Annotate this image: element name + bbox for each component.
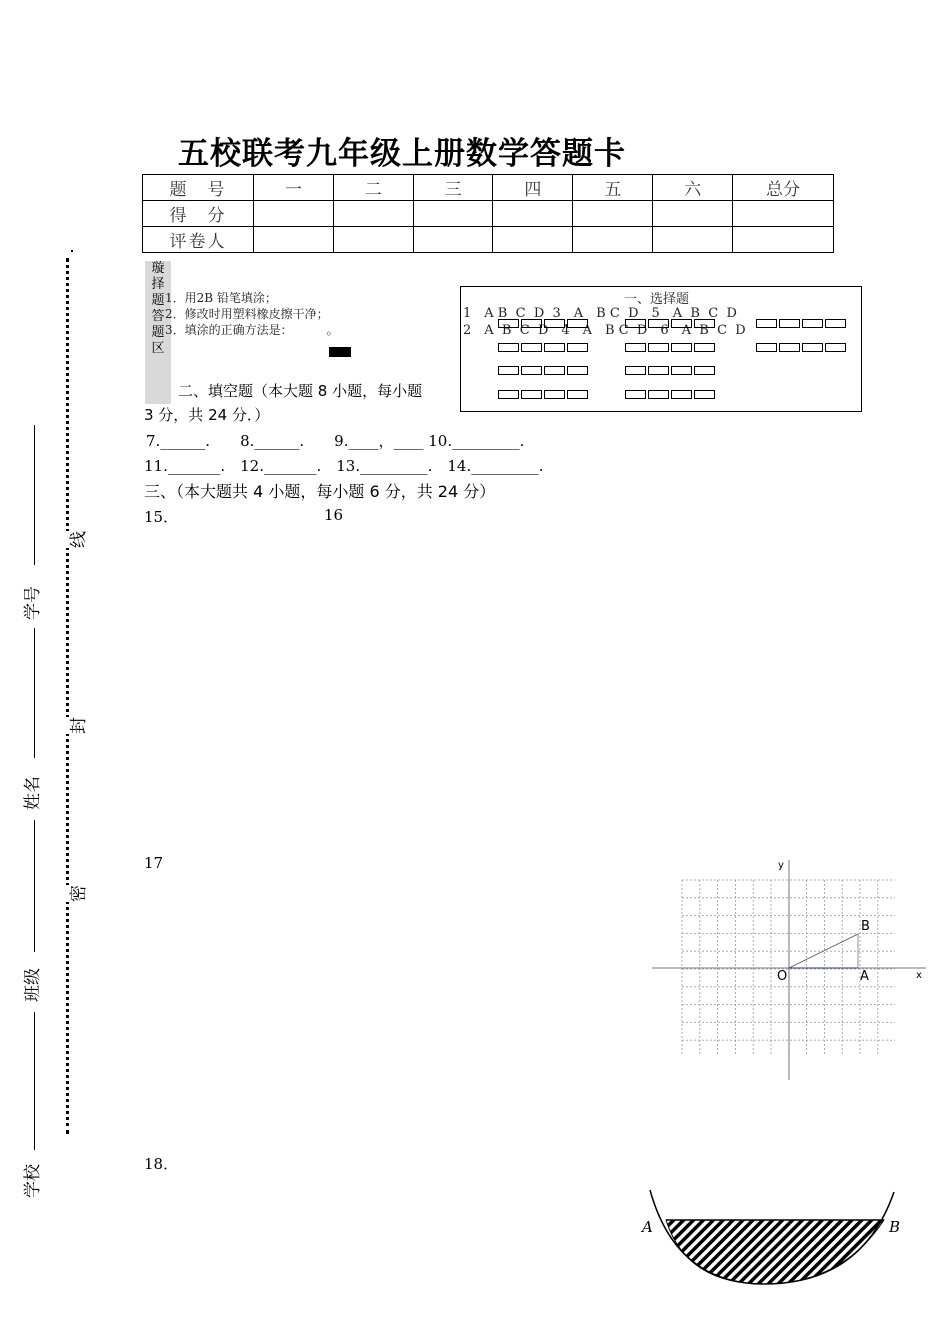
fill-answers-line1[interactable]: 7.______. 8.______. 9.____，____ 10._________. <box>146 432 525 450</box>
tab-char: 区 <box>151 341 165 356</box>
score-input-cell[interactable] <box>653 201 733 227</box>
binding-dotted-line <box>66 258 69 1134</box>
student-no-line <box>34 425 35 565</box>
answer-bubble[interactable] <box>521 366 542 375</box>
answer-bubble[interactable] <box>521 343 542 352</box>
answer-bubble[interactable] <box>648 390 669 399</box>
answer-bubble[interactable] <box>648 343 669 352</box>
score-header-cell: 一 <box>254 175 334 201</box>
answer-bubble[interactable] <box>671 319 692 328</box>
grader-input-cell[interactable] <box>254 227 334 253</box>
tab-char: 题 <box>151 325 165 340</box>
school-line <box>34 1012 35 1150</box>
answer-bubble[interactable] <box>521 390 542 399</box>
score-table <box>142 174 834 253</box>
answer-bubble[interactable] <box>625 390 646 399</box>
answer-bubble[interactable] <box>498 319 519 328</box>
answer-bubble[interactable] <box>498 390 519 399</box>
score-header-cell: 四 <box>493 175 573 201</box>
answer-bubble[interactable] <box>756 319 777 328</box>
answer-bubble[interactable] <box>498 343 519 352</box>
answer-bubble[interactable] <box>825 319 846 328</box>
filled-bubble-example <box>329 347 351 357</box>
question-16-label: 16 <box>324 506 344 524</box>
answer-bubble[interactable] <box>779 343 800 352</box>
answer-bubble[interactable] <box>648 319 669 328</box>
fill-section-heading: 二、填空题（本大题 8 小题，每小题 <box>178 382 423 400</box>
choice-instructions <box>165 290 339 338</box>
answer-bubble[interactable] <box>694 390 715 399</box>
instruction-line: 1．用2B 铅笔填涂； <box>165 291 277 305</box>
answer-bubble[interactable] <box>567 343 588 352</box>
seal-label-xian: 线 <box>62 531 91 548</box>
arc-label-b: B <box>889 1218 901 1236</box>
grader-input-cell[interactable] <box>333 227 413 253</box>
answer-bubble[interactable] <box>671 366 692 375</box>
tab-char: 答 <box>151 309 165 324</box>
seal-label-feng: 封 <box>62 717 91 734</box>
section3-heading: 三、（本大题共 4 小题，每小题 6 分，共 24 分） <box>144 482 496 501</box>
answer-bubble[interactable] <box>694 319 715 328</box>
answer-bubble[interactable] <box>802 319 823 328</box>
choice-row2-labels: 2 A B C D 4 A B C D 6 A B C D <box>463 323 746 338</box>
grader-input-cell[interactable] <box>733 227 834 253</box>
answer-bubble[interactable] <box>648 366 669 375</box>
instruction-line: 2．修改时用塑料橡皮擦干净； <box>165 307 329 321</box>
score-input-cell[interactable] <box>413 201 493 227</box>
answer-bubble[interactable] <box>625 343 646 352</box>
score-header-cell: 二 <box>333 175 413 201</box>
fill-section-heading-cont: 3 分，共 24 分．） <box>144 406 270 424</box>
answer-bubble[interactable] <box>544 319 565 328</box>
answer-bubble[interactable] <box>694 366 715 375</box>
score-row <box>143 201 834 227</box>
score-header-cell: 总分 <box>733 175 834 201</box>
choice-box-title: 一、选择题 <box>624 292 690 307</box>
score-header-cell: 六 <box>653 175 733 201</box>
grader-input-cell[interactable] <box>413 227 493 253</box>
arc-label-a: A <box>642 1218 653 1236</box>
binding-dot <box>71 250 73 252</box>
score-header-cell: 题 号 <box>143 175 254 201</box>
score-row-label: 得 分 <box>143 201 254 227</box>
score-input-cell[interactable] <box>733 201 834 227</box>
answer-bubble[interactable] <box>779 319 800 328</box>
question-15-label: 15． <box>144 508 179 526</box>
answer-bubble[interactable] <box>802 343 823 352</box>
seal-label-mi: 密 <box>62 885 91 902</box>
origin-label: O <box>777 969 788 984</box>
grader-row <box>143 227 834 253</box>
answer-bubble[interactable] <box>544 390 565 399</box>
score-input-cell[interactable] <box>333 201 413 227</box>
answer-bubble[interactable] <box>567 390 588 399</box>
grader-input-cell[interactable] <box>653 227 733 253</box>
page-title: 五校联考九年级上册数学答题卡 <box>178 136 626 172</box>
score-table-header-row <box>143 175 834 201</box>
answer-bubble[interactable] <box>567 366 588 375</box>
grader-input-cell[interactable] <box>493 227 573 253</box>
answer-bubble[interactable] <box>521 319 542 328</box>
question-17-label: 17 <box>144 854 164 872</box>
answer-bubble[interactable] <box>756 343 777 352</box>
tab-char: 择 <box>151 277 165 292</box>
answer-bubble[interactable] <box>625 366 646 375</box>
tab-char: 题 <box>151 293 165 308</box>
class-line-top <box>34 820 35 952</box>
point-b-label: B <box>861 919 870 934</box>
answer-bubble[interactable] <box>825 343 846 352</box>
answer-bubble[interactable] <box>567 319 588 328</box>
name-label: 姓名 <box>23 776 43 810</box>
point-a-label: A <box>860 969 869 984</box>
score-header-cell: 三 <box>413 175 493 201</box>
answer-bubble[interactable] <box>625 319 646 328</box>
instruction-line: 3．填涂的正确方法是： 。 <box>165 323 339 337</box>
score-input-cell[interactable] <box>493 201 573 227</box>
answer-bubble[interactable] <box>544 366 565 375</box>
answer-bubble[interactable] <box>671 343 692 352</box>
coordinate-grid-figure <box>640 850 940 1090</box>
question-18-label: 18． <box>144 1155 179 1173</box>
student-no-label: 学号 <box>23 586 43 620</box>
name-line <box>34 628 35 758</box>
grader-row-label: 评卷人 <box>143 227 254 253</box>
answer-bubble[interactable] <box>671 390 692 399</box>
score-input-cell[interactable] <box>254 201 334 227</box>
answer-bubble[interactable] <box>694 343 715 352</box>
school-label: 学校 <box>23 1164 43 1198</box>
circle-segment-figure <box>636 1186 916 1344</box>
choice-row1-labels: 1 A B C D 3 A B C D 5 A B C D <box>463 306 737 321</box>
y-axis-label: y <box>778 860 784 871</box>
shaded-segment <box>666 1220 884 1284</box>
score-input-cell[interactable] <box>573 201 653 227</box>
tab-char: 璇 <box>151 261 165 276</box>
fill-answers-line2[interactable]: 11._______. 12._______. 13._________. 14._________. <box>144 457 544 475</box>
score-header-cell: 五 <box>573 175 653 201</box>
answer-bubble[interactable] <box>498 366 519 375</box>
answer-bubble[interactable] <box>544 343 565 352</box>
class-label: 班级 <box>23 968 43 1002</box>
grader-input-cell[interactable] <box>573 227 653 253</box>
x-axis-label: x <box>916 970 922 981</box>
